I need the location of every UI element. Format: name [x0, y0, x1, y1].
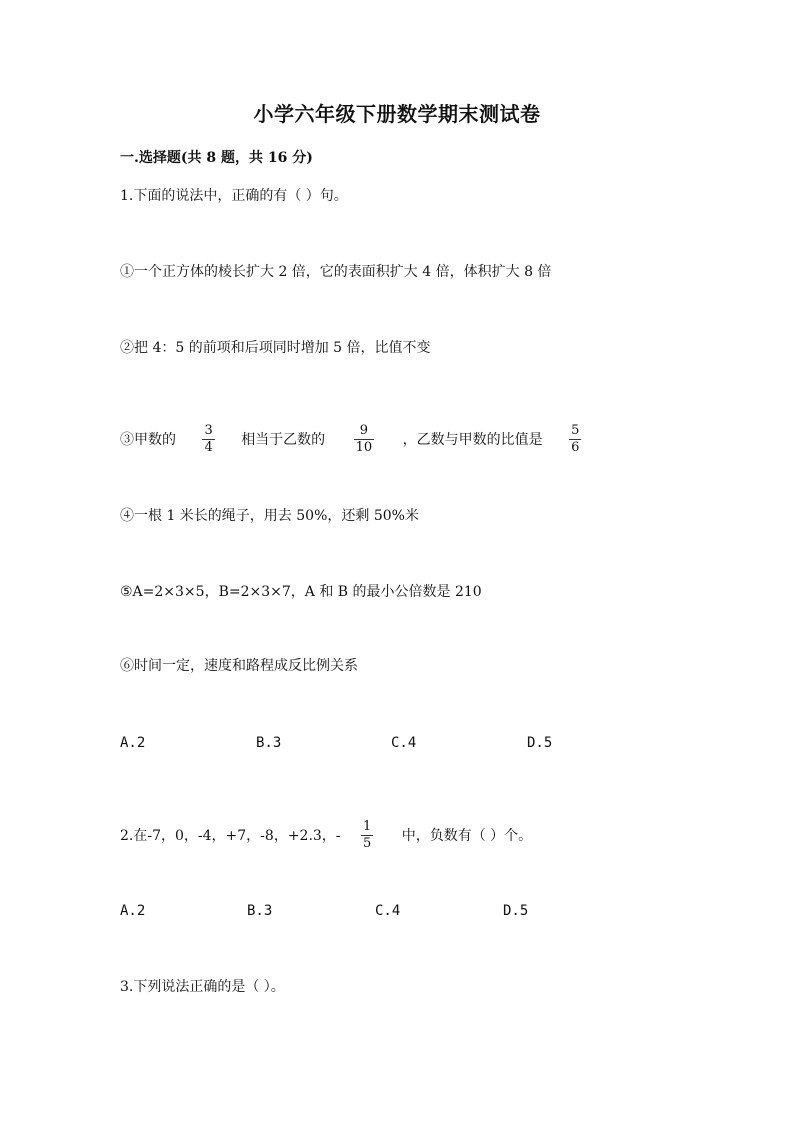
question-2-stem: [120, 820, 532, 851]
fraction-denominator: 6: [571, 440, 580, 455]
fraction-denominator: 5: [363, 836, 372, 851]
question-1-statement-3: [120, 424, 585, 455]
question-1-stem: 1.下面的说法中，正确的有（ ）句。: [120, 188, 348, 204]
question-2-option-b[interactable]: B.3: [247, 903, 273, 919]
question-2-text-b: 中，负数有（ ）个。: [401, 827, 533, 844]
fraction-one-fifth: [361, 820, 373, 851]
question-1-statement-5: ⑤A=2×3×5，B=2×3×7，A 和 B 的最小公倍数是 210: [120, 584, 482, 600]
question-2-text-a: 2.在-7，0，-4，+7，-8，+2.3，-: [120, 827, 341, 844]
fraction-denominator: 10: [355, 440, 373, 455]
fraction-denominator: 4: [204, 440, 213, 455]
question-1-option-d[interactable]: D.5: [527, 735, 553, 751]
question-1-option-b[interactable]: B.3: [256, 735, 282, 751]
question-1-statement-2: ②把 4：5 的前项和后项同时增加 5 倍，比值不变: [120, 340, 431, 356]
fraction-numerator: 5: [571, 423, 580, 438]
section-heading: 一.选择题(共 8 题，共 16 分): [120, 150, 313, 166]
statement-3-text-c: ，乙数与甲数的比值是: [402, 431, 543, 448]
fraction-nine-tenths: [354, 424, 375, 455]
fraction-numerator: 3: [204, 423, 213, 438]
page-title: 小学六年级下册数学期末测试卷: [253, 102, 541, 126]
fraction-numerator: 9: [359, 423, 369, 438]
question-1-option-c[interactable]: C.4: [391, 735, 417, 751]
fraction-five-sixths: [569, 424, 581, 455]
question-1-statement-1: ①一个正方体的棱长扩大 2 倍，它的表面积扩大 4 倍，体积扩大 8 倍: [120, 264, 552, 280]
question-2-option-c[interactable]: C.4: [375, 903, 401, 919]
question-1-statement-4: ④一根 1 米长的绳子，用去 50%，还剩 50%米: [120, 508, 419, 524]
question-3-stem: 3.下列说法正确的是（ ）。: [120, 979, 285, 995]
question-1-option-a[interactable]: A.2: [120, 735, 146, 751]
question-1-statement-6: ⑥时间一定，速度和路程成反比例关系: [120, 658, 358, 674]
statement-3-text-a: ③甲数的: [120, 431, 176, 448]
question-2-option-a[interactable]: A.2: [120, 903, 146, 919]
fraction-numerator: 1: [363, 819, 372, 834]
statement-3-text-b: 相当于乙数的: [241, 431, 326, 448]
question-2-option-d[interactable]: D.5: [503, 903, 529, 919]
fraction-three-quarters: [202, 424, 214, 455]
